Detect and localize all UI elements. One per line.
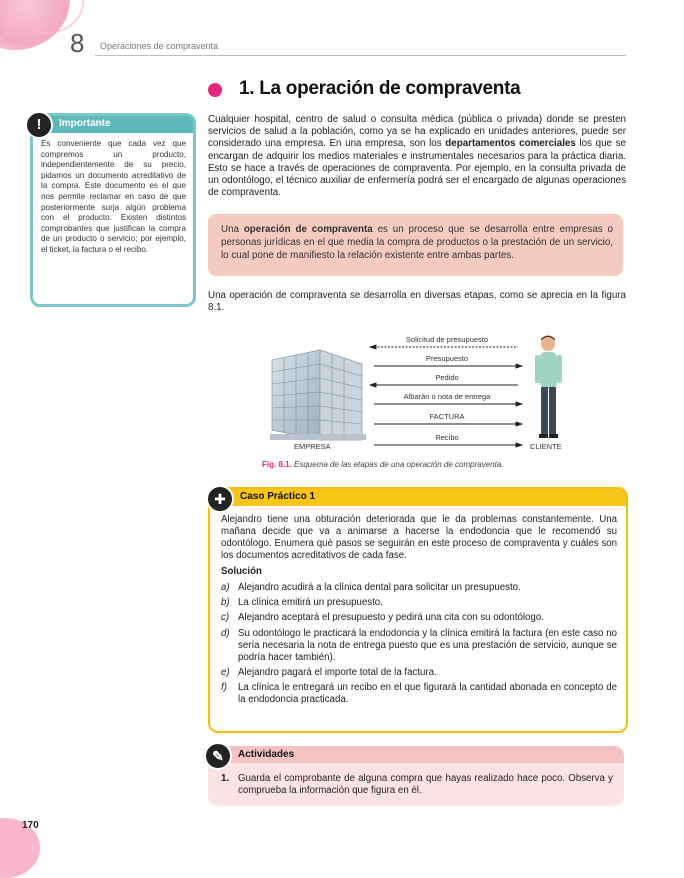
intro-bold-term: departamentos comerciales [445,138,576,150]
caso-practico-header [210,489,626,506]
list-item [221,682,617,706]
puzzle-icon: ✚ [206,485,234,513]
caso-intro: Alejandro tiene una obturación deteriorada que le da problemas constantemente. Una mañana decide que va a animarse a hacerse la endodoncia que le recomendó su odontólogo. Enumera qué pasos se seguirán en este proceso de compraventa y cuáles son los documentos acreditativos de cada fase. [221,514,617,561]
item-letter: c) [221,612,230,624]
building-label: EMPRESA [294,442,331,451]
caso-practico-body [221,514,617,709]
item-letter: d) [221,627,230,639]
step-label: Solicitud de presupuesto [405,335,489,344]
exclamation-icon: ! [25,111,53,139]
item-text: La clínica emitirá un presupuesto. [238,597,383,609]
item-letter: b) [221,597,230,609]
item-text: Alejandro acudirá a la clínica dental para solicitar un presupuesto. [238,582,521,593]
actividades-title: Actividades [238,749,295,760]
actividades-box [208,746,624,806]
item-number: 1. [221,773,230,784]
list-item [221,667,617,679]
definition-part2: es un proceso que se desarrolla entre empresas o personas jurídicas en el que media la compra de productos o la prestación de un servicio, lo cual pone de manifiesto la relación existente entre ambas partes. [221,224,613,261]
figure-number: Fig. 8.1. [262,460,292,469]
section-title: 1. La operación de compraventa [239,78,521,99]
step-label: Recibo [435,433,459,442]
solution-title: Solución [221,566,262,577]
compraventa-figure [262,330,584,455]
definition-box [208,214,623,276]
step-label: FACTURA [429,412,465,421]
definition-text [221,224,613,262]
client-illustration [535,336,562,439]
item-text: La clínica le entregará un recibo en el que figurará la cantidad abonada en concepto de la endodoncia practicada. [238,681,617,705]
step-label: Albarán o nota de entrega [403,392,491,401]
pencil-icon: ✎ [204,742,232,770]
intro-text: Cualquier hospital, centro de salud o consulta médica (pública o privada) donde se presten servicios de salud a la población, como ya se ha explicado en unidades anteriores, puede ser considerado una empresa. En una empresa, son los [208,114,626,150]
definition-part1: Una [221,224,244,235]
header-divider [95,55,626,56]
figure-caption [262,460,504,469]
item-text: Alejandro aceptará el presupuesto y pedirá una cita con su odontólogo. [238,612,544,624]
item-letter: f) [221,681,227,693]
item-text: Alejandro pagará el importe total de la factura. [238,666,437,678]
list-item [221,773,613,797]
page-number: 170 [22,820,39,831]
caso-practico-box [208,487,628,733]
list-item [221,612,617,624]
intro-paragraph [208,114,626,199]
step-label: Pedido [435,373,459,382]
bullet-icon [208,83,222,97]
actividades-header [208,746,624,763]
importante-header [33,116,193,133]
list-item [221,597,617,609]
list-item [221,582,617,594]
figure-caption-text: Esquema de las etapas de una operación de compraventa. [291,460,504,469]
chapter-number: 8 [70,28,85,58]
item-text: Su odontólogo le practicará la endodoncia y la clínica emitirá la factura (en este caso no sería necesaria la nota de entrega puesto que es una prestación de servicio, aunque se podría hacer también). [238,627,617,663]
client-label: CLIENTE [530,442,562,451]
figure-intro-paragraph: Una operación de compraventa se desarrolla en diversas etapas, como se aprecia en la figura 8.1. [208,290,626,314]
importante-box [30,113,196,307]
caso-practico-title: Caso Práctico 1 [240,491,316,502]
definition-term: operación de compraventa [243,224,373,235]
importante-title: Importante [59,118,111,129]
step-label: Presupuesto [425,354,469,363]
importante-text: Es conveniente que cada vez que compremos un producto, independientemente de su precio, pidamos un documento acreditativo de la compra. Este documento es el que nos permite reclamar en caso de que posteriormente surja algún problema con el producto. Existen distintos comprobantes que justifican la compra de un producto o servicio; por ejemplo, el ticket, la factura o el recibo. [41,139,186,254]
building-illustration [270,350,366,440]
chapter-title: Operaciones de compraventa [100,41,219,51]
item-text: Guarda el comprobante de alguna compra que hayas realizado hace poco. Observa y comprueba la información que figura en él. [238,773,613,796]
intro-text-cont: los que se encargan de adquirir los medios materiales e instrumentales necesarios para la práctica diaria. Esto se hace a través de operaciones de compraventa. Por ejemplo, en la consulta privada de un odontólogo, el técnico auxiliar de enfermería podrá ser el encargado de algunas operaciones de compraventa. [208,138,626,199]
list-item [221,628,617,664]
item-letter: a) [221,582,230,593]
item-letter: e) [221,666,230,678]
